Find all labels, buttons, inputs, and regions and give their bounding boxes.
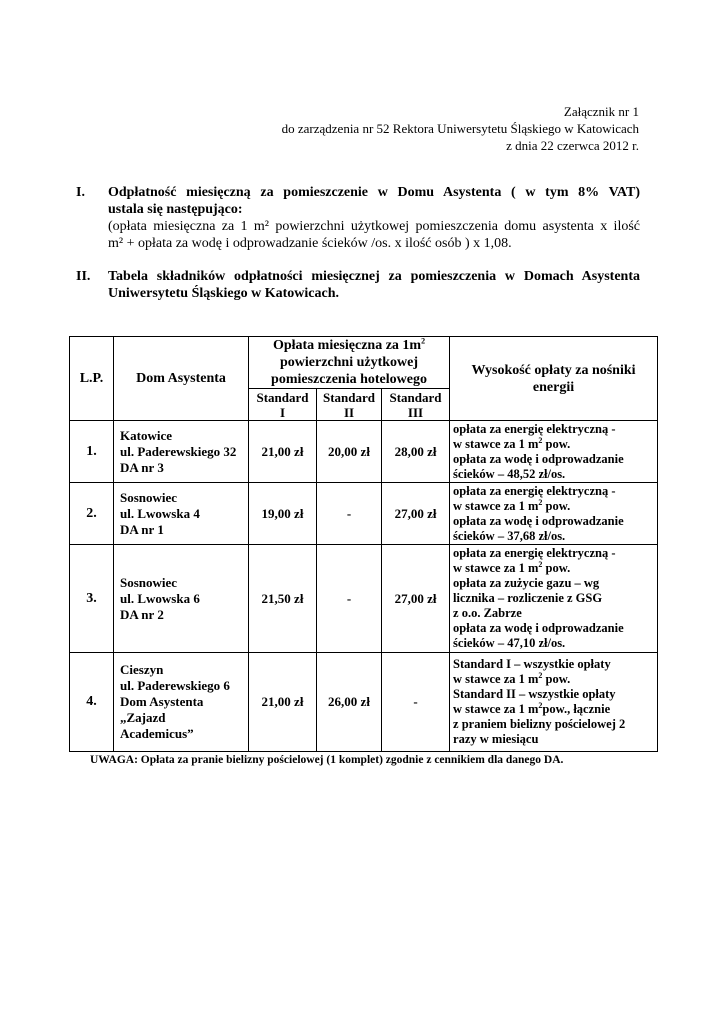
row-lp: 2. — [70, 483, 114, 545]
row-energy-notes — [450, 483, 658, 545]
note-line: opłata za wodę i odprowadzanie — [453, 451, 624, 466]
row-energy-notes — [450, 421, 658, 483]
header-energy: Wysokość opłaty za nośniki energii — [450, 337, 658, 421]
attachment-date: z dnia 22 czerwca 2012 r. — [506, 138, 639, 153]
note-line: ścieków – 37,68 zł/os. — [453, 528, 566, 543]
note-line: opłata za wodę i odprowadzanie — [453, 513, 624, 528]
row-standard-1: 21,50 zł — [249, 545, 317, 653]
dom-number: DA nr 2 — [120, 606, 164, 622]
note-sup: 2 — [538, 559, 543, 569]
note-line: licznika – rozliczenie z GSG — [453, 591, 603, 605]
section-1-number: I. — [76, 185, 85, 200]
dom-street: ul. Lwowska 6 — [120, 590, 200, 606]
note-sup: 2 — [538, 497, 543, 507]
dom-name-line2: „Zajazd — [120, 710, 166, 725]
note-line: Standard II – wszystkie opłaty — [453, 687, 616, 701]
dom-number: DA nr 3 — [120, 459, 164, 475]
header-lp: L.P. — [70, 337, 114, 421]
note-line: opłata za energię elektryczną - — [453, 546, 616, 560]
note-line: opłata za energię elektryczną - — [453, 483, 616, 498]
dom-street: ul. Paderewskiego 32 — [120, 443, 237, 459]
note-sup: 2 — [538, 700, 543, 710]
note-line: opłata za zużycie gazu – wg — [453, 576, 600, 590]
row-dom — [114, 545, 249, 653]
section-1-title-line1: Odpłatność miesięczną za pomieszczenie w Domu Asystenta ( w tym 8% VAT) — [108, 185, 640, 200]
row-energy-notes — [450, 545, 658, 653]
header-standard-1-label: Standard — [256, 389, 309, 405]
note-line: ścieków – 47,10 zł/os. — [453, 636, 566, 650]
row-standard-1: 21,00 zł — [249, 653, 317, 752]
row-dom — [114, 653, 249, 752]
note-text: pow. — [545, 498, 571, 513]
section-1-text-line2: m² + opłata za wodę i odprowadzanie ścieków /os. x ilość osób ) x 1,08. — [108, 236, 512, 251]
header-fee-line3: pomieszczenia hotelowego — [271, 372, 427, 387]
header-standard-2 — [317, 389, 382, 421]
row-dom — [114, 421, 249, 483]
note-line: razy w miesiącu — [453, 732, 539, 746]
note-text: pow. — [545, 561, 571, 575]
row-standard-2: - — [317, 545, 382, 653]
header-fee-line1: Opłata miesięczna za 1m — [272, 338, 422, 353]
row-standard-3: 27,00 zł — [382, 545, 450, 653]
dom-number: DA nr 1 — [120, 521, 164, 537]
section-1-body — [108, 184, 640, 252]
section-2-title-line2: Uniwersytetu Śląskiego w Katowicach. — [108, 286, 339, 301]
note-line: ścieków – 48,52 zł/os. — [453, 466, 566, 481]
row-standard-2: - — [317, 483, 382, 545]
dom-name-line1: Dom Asystenta — [120, 694, 204, 709]
section-2-number: II. — [76, 269, 91, 284]
row-standard-1: 19,00 zł — [249, 483, 317, 545]
section-2-title-line1: Tabela składników odpłatności miesięcznej za pomieszczenia w Domach Asystenta — [108, 269, 640, 284]
note-line: Standard I – wszystkie opłaty — [453, 657, 611, 671]
header-dom: Dom Asystenta — [114, 337, 249, 421]
row-energy-notes — [450, 653, 658, 752]
dom-city: Cieszyn — [120, 662, 164, 677]
header-standard-3-level: III — [407, 404, 424, 420]
note-line — [453, 702, 654, 717]
note-line: opłata za energię elektryczną - — [453, 421, 616, 436]
row-standard-2: 20,00 zł — [317, 421, 382, 483]
dom-city: Katowice — [120, 427, 172, 443]
note-line — [453, 437, 654, 452]
attachment-header — [282, 103, 639, 154]
row-dom — [114, 483, 249, 545]
dom-name-line3: Academicus” — [120, 726, 194, 741]
dom-street: ul. Lwowska 4 — [120, 505, 200, 521]
row-standard-2: 26,00 zł — [317, 653, 382, 752]
row-standard-1: 21,00 zł — [249, 421, 317, 483]
note-sup: 2 — [538, 670, 543, 680]
note-text: w stawce za 1 m — [453, 498, 539, 513]
attachment-ordinance: do zarządzenia nr 52 Rektora Uniwersytetu Śląskiego w Katowicach — [281, 121, 639, 136]
header-standard-2-level: II — [343, 404, 355, 420]
section-2-body — [108, 268, 640, 302]
note-line — [453, 499, 654, 514]
row-lp: 4. — [70, 653, 114, 752]
attachment-number: Załącznik nr 1 — [563, 104, 639, 119]
row-lp: 1. — [70, 421, 114, 483]
note-sup: 2 — [538, 435, 543, 445]
table-row — [70, 653, 658, 752]
note-text: w stawce za 1 m — [453, 436, 539, 451]
section-1-text-line1: (opłata miesięczna za 1 m² powierzchni użytkowej pomieszczenia domu asystenta x ilość — [108, 219, 640, 234]
header-standard-1-level: I — [279, 404, 286, 420]
header-standard-3-label: Standard — [389, 389, 442, 405]
table-header-row — [70, 337, 658, 389]
table-row — [70, 421, 658, 483]
table-row — [70, 545, 658, 653]
note-text: w stawce za 1 m — [453, 561, 539, 575]
note-line — [453, 561, 654, 576]
table-footnote: UWAGA: Opłata za pranie bielizny pościelowej (1 komplet) zgodnie z cennikiem dla danego DA. — [90, 754, 564, 766]
header-standard-2-label: Standard — [322, 389, 376, 405]
header-standard-3 — [382, 389, 450, 421]
note-text: pow. — [545, 672, 571, 686]
table-row — [70, 483, 658, 545]
section-1-title — [108, 184, 640, 218]
section-1-text — [108, 218, 640, 252]
note-line: opłata za wodę i odprowadzanie — [453, 621, 624, 635]
note-line — [453, 672, 654, 687]
row-standard-3: - — [382, 653, 450, 752]
dom-city: Sosnowiec — [120, 489, 178, 505]
section-2-title — [108, 268, 640, 302]
note-text: w stawce za 1 m — [453, 702, 539, 716]
header-fee — [249, 337, 450, 389]
note-text: pow., łącznie — [542, 702, 611, 716]
note-line: z o.o. Zabrze — [453, 606, 522, 620]
row-standard-3: 28,00 zł — [382, 421, 450, 483]
fee-table — [69, 336, 658, 752]
section-1-title-line2: ustala się następująco: — [108, 202, 243, 217]
header-fee-sup: 2 — [421, 336, 426, 346]
dom-city: Sosnowiec — [120, 574, 178, 590]
note-text: pow. — [545, 436, 571, 451]
note-line: z praniem bielizny pościelowej 2 — [453, 717, 626, 731]
row-standard-3: 27,00 zł — [382, 483, 450, 545]
header-fee-line2: powierzchni użytkowej — [279, 355, 419, 370]
note-text: w stawce za 1 m — [453, 672, 539, 686]
dom-street: ul. Paderewskiego 6 — [120, 678, 230, 693]
row-lp: 3. — [70, 545, 114, 653]
header-standard-1 — [249, 389, 317, 421]
